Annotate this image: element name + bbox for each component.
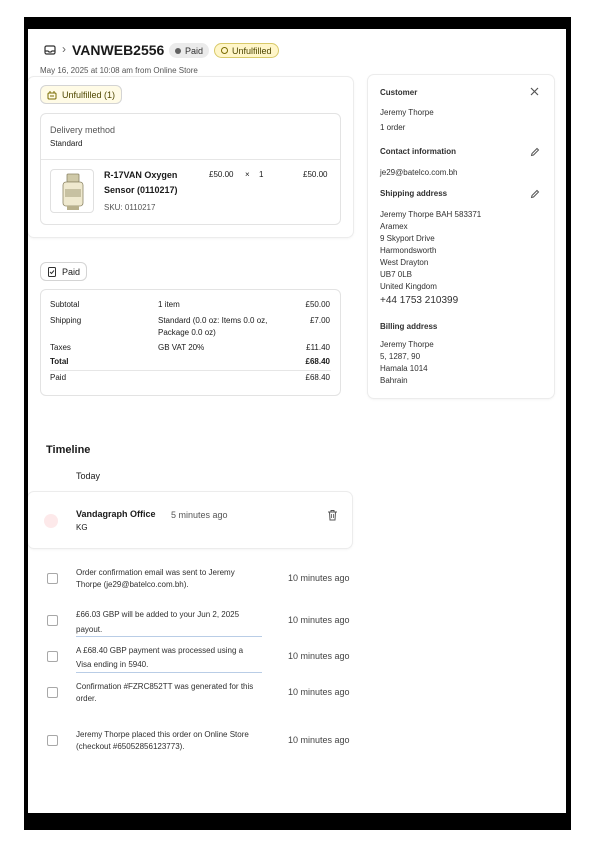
customer-name[interactable]: Jeremy Thorpe xyxy=(380,108,434,117)
status-badge-paid: Paid xyxy=(169,43,209,58)
product-name-line1[interactable]: R-17VAN Oxygen xyxy=(104,170,178,180)
shipping-desc-line1: Standard (0.0 oz: Items 0.0 oz, xyxy=(158,316,268,325)
ring-icon xyxy=(221,47,228,54)
event-icon xyxy=(47,651,58,662)
delivery-method-label: Delivery method xyxy=(50,125,116,135)
billing-line: Hamala 1014 xyxy=(380,364,428,373)
avatar xyxy=(44,514,58,528)
close-icon[interactable] xyxy=(530,87,539,96)
timeline-event-3 xyxy=(28,645,358,675)
breadcrumb-separator: › xyxy=(62,42,66,56)
event-icon xyxy=(47,735,58,746)
event-icon xyxy=(47,573,58,584)
timeline-comment-card xyxy=(28,492,352,548)
comment-initials: KG xyxy=(76,523,88,532)
customer-card xyxy=(368,75,554,398)
event-text-line1: A £68.40 GBP payment was processed using a xyxy=(76,646,244,655)
fulfillment-card xyxy=(28,77,353,237)
total-amount: £68.40 xyxy=(305,357,330,366)
event-text-line2: Visa ending in 5940. xyxy=(76,660,149,669)
edit-shipping-icon[interactable] xyxy=(530,189,540,199)
shipping-line: UB7 0LB xyxy=(380,270,413,279)
shipping-label: Shipping xyxy=(50,316,82,325)
paid-amount: £68.40 xyxy=(305,373,330,382)
divider xyxy=(76,672,262,673)
divider xyxy=(50,370,331,371)
unit-price: £50.00 xyxy=(209,170,234,179)
timeline-event-4 xyxy=(28,681,358,711)
event-text-line1: Order confirmation email was sent to Jeremy xyxy=(76,568,235,577)
shipping-address-title: Shipping address xyxy=(380,189,448,198)
shipping-line: Harmondsworth xyxy=(380,246,437,255)
billing-line: 5, 1287, 90 xyxy=(380,352,421,361)
shipping-amount: £7.00 xyxy=(309,316,330,325)
event-icon xyxy=(47,615,58,626)
event-time: 10 minutes ago xyxy=(288,573,350,583)
item-quantity: 1 xyxy=(259,170,264,179)
product-name-line2[interactable]: Sensor (0110217) xyxy=(104,185,178,195)
event-text-line2: (checkout #65052856123773). xyxy=(76,742,185,751)
paid-pill: Paid xyxy=(40,262,87,281)
shipping-line: Jeremy Thorpe BAH 583371 xyxy=(380,210,482,219)
event-time: 10 minutes ago xyxy=(288,735,350,745)
timeline-event-1 xyxy=(28,567,358,597)
order-page xyxy=(28,29,566,813)
event-text-line2: order. xyxy=(76,694,97,703)
timeline-event-2 xyxy=(28,609,358,639)
total-label: Total xyxy=(50,357,69,366)
product-thumbnail[interactable] xyxy=(50,169,94,213)
box-icon xyxy=(47,90,57,100)
taxes-label: Taxes xyxy=(50,343,71,352)
line-total: £50.00 xyxy=(303,170,328,179)
taxes-amount: £11.40 xyxy=(306,343,330,352)
shipping-line: Aramex xyxy=(380,222,408,231)
event-time: 10 minutes ago xyxy=(288,615,350,625)
divider xyxy=(41,159,340,160)
shipping-line: West Drayton xyxy=(380,258,429,267)
timeline-date-today: Today xyxy=(76,471,101,481)
times-sign: × xyxy=(245,170,250,179)
dot-icon xyxy=(175,48,181,54)
billing-address-title: Billing address xyxy=(380,322,438,331)
status-badge-unfulfilled: Unfulfilled xyxy=(214,43,279,58)
subtotal-label: Subtotal xyxy=(50,300,80,309)
event-text-line2: Thorpe (je29@batelco.com.bh). xyxy=(76,580,189,589)
receipt-icon xyxy=(47,267,57,277)
event-icon xyxy=(47,687,58,698)
event-text-line1: £66.03 GBP will be added to your Jun 2, 2025 xyxy=(76,610,240,619)
payment-card xyxy=(28,253,353,403)
shipping-phone: +44 1753 210399 xyxy=(380,295,459,306)
subtotal-desc: 1 item xyxy=(158,300,180,309)
trash-icon[interactable] xyxy=(327,509,338,521)
event-text-line1: Confirmation #FZRC852TT was generated for this xyxy=(76,682,254,691)
customer-orders[interactable]: 1 order xyxy=(380,123,406,132)
event-time: 10 minutes ago xyxy=(288,651,350,661)
orders-icon[interactable] xyxy=(44,44,56,56)
shipping-line: United Kingdom xyxy=(380,282,437,291)
billing-line: Jeremy Thorpe xyxy=(380,340,434,349)
edit-contact-icon[interactable] xyxy=(530,147,540,157)
billing-line: Bahrain xyxy=(380,376,408,385)
comment-time: 5 minutes ago xyxy=(171,510,228,520)
event-time: 10 minutes ago xyxy=(288,687,350,697)
paid-label: Paid xyxy=(50,373,67,382)
subtotal-amount: £50.00 xyxy=(305,300,330,309)
unfulfilled-pill: Unfulfilled (1) xyxy=(40,85,122,104)
event-text-line2: payout. xyxy=(76,625,103,634)
comment-author: Vandagraph Office xyxy=(76,509,156,519)
customer-title: Customer xyxy=(380,88,418,97)
order-subtitle: May 16, 2025 at 10:08 am from Online Store xyxy=(40,66,198,75)
payment-summary xyxy=(40,289,341,396)
product-sku: SKU: 0110217 xyxy=(104,203,156,212)
delivery-method-value: Standard xyxy=(50,139,83,148)
taxes-desc: GB VAT 20% xyxy=(158,343,205,352)
page-title: VANWEB2556 xyxy=(72,42,165,58)
shipping-desc-line2: Package 0.0 oz) xyxy=(158,328,216,337)
timeline-title: Timeline xyxy=(46,444,91,456)
timeline-event-5 xyxy=(28,729,358,759)
event-text-line1: Jeremy Thorpe placed this order on Online Store xyxy=(76,730,249,739)
contact-title: Contact information xyxy=(380,147,456,156)
divider xyxy=(76,636,262,637)
contact-email[interactable]: je29@batelco.com.bh xyxy=(380,168,458,177)
shipping-line: 9 Skyport Drive xyxy=(380,234,435,243)
fulfillment-inner xyxy=(40,113,341,225)
